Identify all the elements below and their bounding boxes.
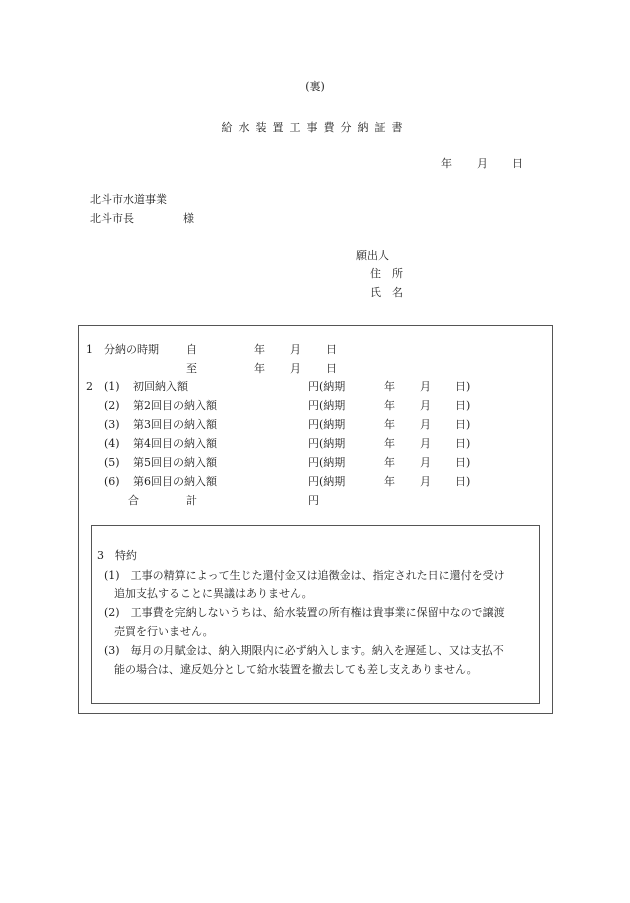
installment-row-6-month: 月 xyxy=(420,475,431,488)
installment-row-1-yen: 円(納期 xyxy=(308,380,346,393)
installment-row-4-label: 第4回目の納入額 xyxy=(133,437,217,450)
installment-row-4-num: (4) xyxy=(104,437,120,450)
installment-row-3-num: (3) xyxy=(104,418,120,431)
installment-row-5-day: 日) xyxy=(455,456,471,469)
special-term-2-line-2: 売買を行いません。 xyxy=(114,625,214,638)
period-from: 自 xyxy=(186,343,197,356)
total-label-1: 合 xyxy=(128,494,139,507)
installment-row-2-year: 年 xyxy=(384,399,395,412)
period-to-month: 月 xyxy=(290,362,301,375)
period-from-month: 月 xyxy=(290,343,301,356)
period-number: 1 xyxy=(86,343,93,356)
addressee-line-2: 北斗市長 xyxy=(90,212,134,225)
installments-number: 2 xyxy=(86,380,93,393)
installment-row-2-yen: 円(納期 xyxy=(308,399,346,412)
installment-row-6-day: 日) xyxy=(455,475,471,488)
installment-row-2-num: (2) xyxy=(104,399,120,412)
installment-row-4-year: 年 xyxy=(384,437,395,450)
special-term-1-line-2: 追加支払することに異議はありません。 xyxy=(114,587,313,600)
installment-row-5-label: 第5回目の納入額 xyxy=(133,456,217,469)
total-yen: 円 xyxy=(308,494,319,507)
installment-row-2-month: 月 xyxy=(420,399,431,412)
installment-row-1-year: 年 xyxy=(384,380,395,393)
installment-row-5-month: 月 xyxy=(420,456,431,469)
installment-row-6-yen: 円(納期 xyxy=(308,475,346,488)
installment-row-4-yen: 円(納期 xyxy=(308,437,346,450)
installment-row-5-num: (5) xyxy=(104,456,120,469)
date-month-label: 月 xyxy=(477,157,488,170)
period-from-year: 年 xyxy=(254,343,265,356)
special-term-1-line-1: (1) 工事の精算によって生じた還付金又は追徴金は、指定された日に還付を受け xyxy=(104,569,505,582)
addressee-line-1: 北斗市水道事業 xyxy=(90,193,167,206)
special-term-3-line-1: (3) 毎月の月賦金は、納入期限内に必ず納入します。納入を遅延し、又は支払不 xyxy=(104,644,504,657)
special-term-3-line-2: 能の場合は、違反処分として給水装置を撤去しても差し支えありません。 xyxy=(114,663,478,676)
page-side-label: (裏) xyxy=(305,80,325,93)
installment-row-6-year: 年 xyxy=(384,475,395,488)
installment-row-6-num: (6) xyxy=(104,475,120,488)
installment-row-6-label: 第6回目の納入額 xyxy=(133,475,217,488)
installment-row-1-month: 月 xyxy=(420,380,431,393)
installment-row-1-num: (1) xyxy=(104,380,120,393)
installment-row-2-day: 日) xyxy=(455,399,471,412)
applicant-name-label: 氏 名 xyxy=(370,286,403,299)
period-label: 分納の時期 xyxy=(104,343,159,356)
date-day-label: 日 xyxy=(512,157,523,170)
installment-row-1-day: 日) xyxy=(455,380,471,393)
installment-row-5-yen: 円(納期 xyxy=(308,456,346,469)
addressee-honorific: 様 xyxy=(183,212,194,225)
period-from-day: 日 xyxy=(326,343,337,356)
installment-row-3-day: 日) xyxy=(455,418,471,431)
period-to-day: 日 xyxy=(326,362,337,375)
installment-row-5-year: 年 xyxy=(384,456,395,469)
period-to: 至 xyxy=(186,362,197,375)
installment-row-3-yen: 円(納期 xyxy=(308,418,346,431)
installment-row-1-label: 初回納入額 xyxy=(133,380,188,393)
installment-row-3-month: 月 xyxy=(420,418,431,431)
installment-row-4-month: 月 xyxy=(420,437,431,450)
applicant-address-label: 住 所 xyxy=(370,267,403,280)
special-term-2-line-1: (2) 工事費を完納しないうちは、給水装置の所有権は貴事業に保留中なので譲渡 xyxy=(104,606,505,619)
date-year-label: 年 xyxy=(441,157,452,170)
installment-row-3-label: 第3回目の納入額 xyxy=(133,418,217,431)
document-title: 給水装置工事費分納証書 xyxy=(221,121,409,134)
special-terms-heading: 3 特約 xyxy=(97,549,137,562)
period-to-year: 年 xyxy=(254,362,265,375)
total-label-2: 計 xyxy=(186,494,197,507)
installment-row-3-year: 年 xyxy=(384,418,395,431)
installment-row-2-label: 第2回目の納入額 xyxy=(133,399,217,412)
applicant-heading: 願出人 xyxy=(356,249,389,262)
installment-row-4-day: 日) xyxy=(455,437,471,450)
